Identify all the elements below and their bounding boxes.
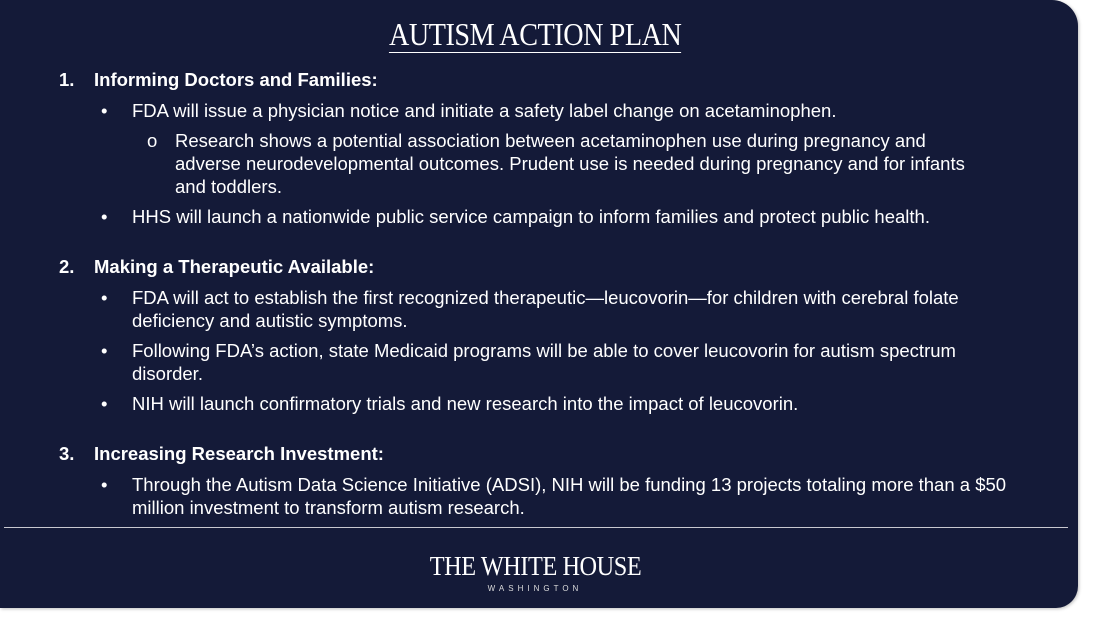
plan-content — [0, 64, 1078, 519]
section-title: Making a Therapeutic Available: — [94, 256, 375, 277]
sub-bullet-marker: o — [147, 130, 158, 151]
section-heading — [0, 67, 1078, 93]
list-item — [0, 286, 1078, 332]
sub-bullet-text: Research shows a potential association between acetaminophen use during pregnancy and adverse neurodevelopmental outcomes. Prudent use is needed during pregnancy and for infants and toddlers. — [175, 130, 965, 197]
logo-wordmark: THE WHITE HOUSE — [429, 551, 641, 581]
bullet-marker: • — [101, 340, 108, 361]
section-title: Informing Doctors and Families: — [94, 69, 378, 90]
white-house-logo — [0, 551, 1070, 593]
list-item — [0, 392, 1078, 415]
footer-divider — [4, 527, 1068, 528]
bullet-text: Through the Autism Data Science Initiative (ADSI), NIH will be funding 13 projects totaling more than a $50 million investment to transform autism research. — [132, 474, 1007, 518]
bullet-marker: • — [101, 100, 108, 121]
logo-location: WASHINGTON — [487, 584, 583, 593]
section-title: Increasing Research Investment: — [94, 443, 384, 464]
bullet-text: HHS will launch a nationwide public service campaign to inform families and protect public health. — [132, 206, 930, 227]
sub-list-item — [0, 129, 1078, 198]
bullet-text: FDA will act to establish the first recognized therapeutic—leucovorin—for children with cerebral folate deficiency and autistic symptoms. — [132, 287, 959, 331]
bullet-marker: • — [101, 474, 108, 495]
bullet-marker: • — [101, 393, 108, 414]
bullet-text: NIH will launch confirmatory trials and new research into the impact of leucovorin. — [132, 393, 799, 414]
section-number: 1. — [59, 69, 75, 90]
section-therapeutic — [0, 254, 1078, 415]
list-item — [0, 339, 1078, 385]
bullet-marker: • — [101, 206, 108, 227]
list-item — [0, 473, 1078, 519]
bullet-text: Following FDA’s action, state Medicaid programs will be able to cover leucovorin for autism spectrum disorder. — [132, 340, 956, 384]
bullet-text: FDA will issue a physician notice and initiate a safety label change on acetaminophen. — [132, 100, 837, 121]
page-title: AUTISM ACTION PLAN — [388, 16, 682, 52]
section-informing — [0, 67, 1078, 228]
list-item — [0, 99, 1078, 122]
section-number: 3. — [59, 443, 75, 464]
section-heading — [0, 254, 1078, 280]
section-research — [0, 441, 1078, 519]
list-item — [0, 205, 1078, 228]
bullet-marker: • — [101, 287, 108, 308]
section-number: 2. — [59, 256, 75, 277]
section-heading — [0, 441, 1078, 467]
